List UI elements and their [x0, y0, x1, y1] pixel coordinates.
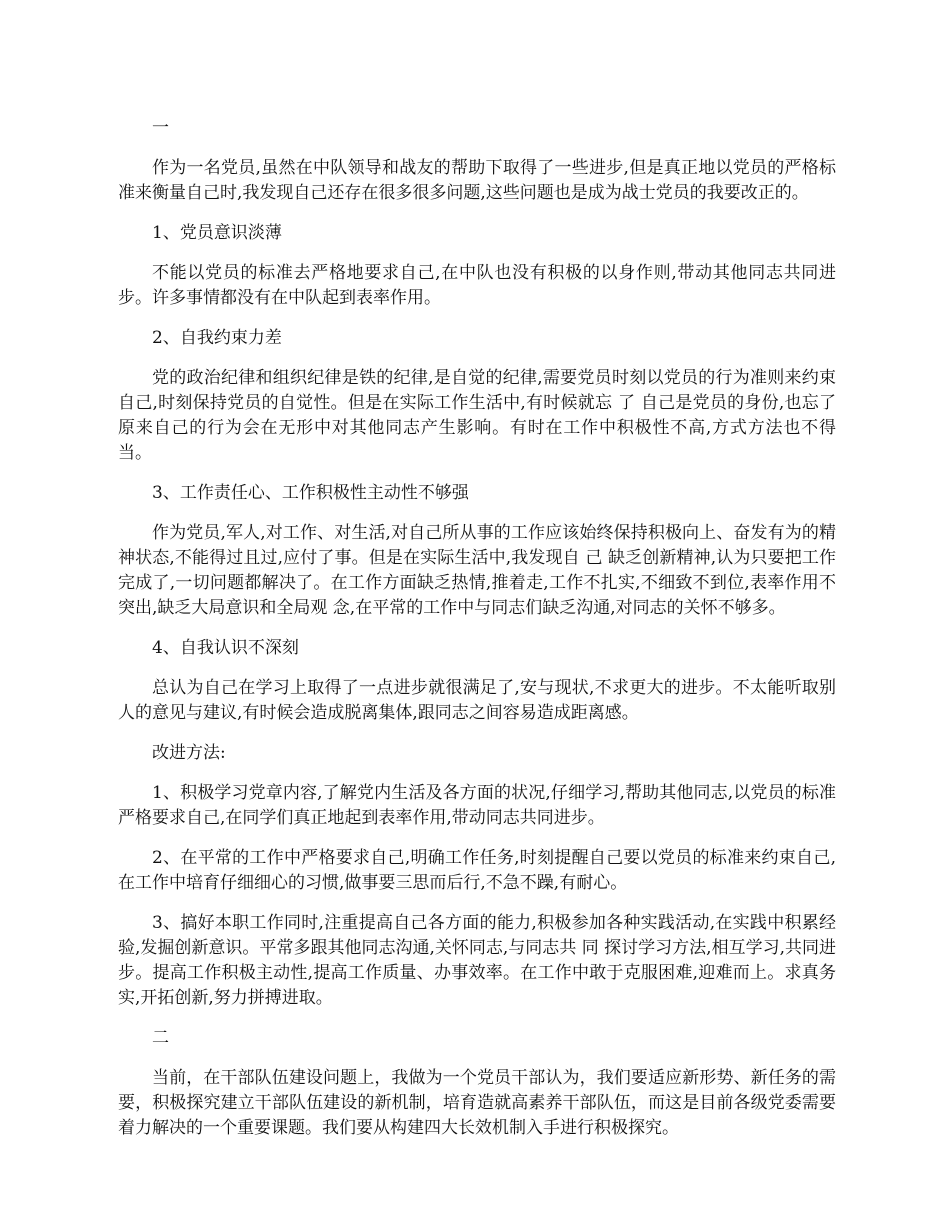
section-1-mark: 一 — [152, 118, 169, 138]
section-2-mark: 二 — [152, 1028, 169, 1048]
method-3: 3、搞好本职工作同时,注重提高自己各方面的能力,积极参加各种实践活动,在实践中积累经验,发掘创新意识。平常多跟其他同志沟通,关怀同志,与同志共 同 探讨学习方法,相互学习,共同进步。提高工作积极主动性,提高工作质量、办事效率。在工作中敢于克服困难,迎难而上。求真务实,开拓创新,努力拼搏进取。 — [118, 913, 836, 1008]
issue-1-title: 1、党员意识淡薄 — [152, 223, 282, 243]
issue-2-title: 2、自我约束力差 — [152, 328, 282, 348]
issue-1-body: 不能以党员的标准去严格地要求自己,在中队也没有积极的以身作则,带动其他同志共同进步。许多事情都没有在中队起到表率作用。 — [118, 263, 836, 308]
method-2: 2、在平常的工作中严格要求自己,明确工作任务,时刻提醒自己要以党员的标准来约束自己,在工作中培育仔细细心的习惯,做事要三思而后行,不急不躁,有耐心。 — [118, 848, 836, 893]
issue-4-title: 4、自我认识不深刻 — [152, 638, 299, 658]
methods-title: 改进方法: — [152, 743, 226, 763]
issue-3-body: 作为党员,军人,对工作、对生活,对自己所从事的工作应该始终保持积极向上、奋发有为的精神状态,不能得过且过,应付了事。但是在实际生活中,我发现自 己 缺乏创新精神,认为只要把工作完成了,一切问题都解决了。在工作方面缺乏热情,推着走,工作不扎实,不细致不到位,表率作用不突出,缺乏大局意识和全局观 念,在平常的工作中与同志们缺乏沟通,对同志的关怀不够多。 — [118, 523, 836, 618]
document-page — [118, 116, 836, 1156]
issue-2-body: 党的政治纪律和组织纪律是铁的纪律,是自觉的纪律,需要党员时刻以党员的行为准则来约束自己,时刻保持党员的自觉性。但是在实际工作生活中,有时候就忘 了 自己是党员的身份,也忘了原来自己的行为会在无形中对其他同志产生影响。有时在工作中积极性不高,方式方法也不得当。 — [118, 368, 836, 463]
issue-4-body: 总认为自己在学习上取得了一点进步就很满足了,安与现状,不求更大的进步。不太能听取别人的意见与建议,有时候会造成脱离集体,跟同志之间容易造成距离感。 — [118, 678, 836, 723]
section-1-intro: 作为一名党员,虽然在中队领导和战友的帮助下取得了一些进步,但是真正地以党员的严格标准来衡量自己时,我发现自己还存在很多很多问题,这些问题也是成为战士党员的我要改正的。 — [118, 158, 836, 203]
section-2-body: 当前，在干部队伍建设问题上，我做为一个党员干部认为，我们要适应新形势、新任务的需要，积极探究建立干部队伍建设的新机制，培育造就高素养干部队伍，而这是目前各级党委需要着力解决的一个重要课题。我们要从构建四大长效机制入手进行积极探究。 — [118, 1068, 836, 1138]
method-1: 1、积极学习党章内容,了解党内生活及各方面的状况,仔细学习,帮助其他同志,以党员的标准严格要求自己,在同学们真正地起到表率作用,带动同志共同进步。 — [118, 783, 836, 828]
issue-3-title: 3、工作责任心、工作积极性主动性不够强 — [152, 483, 469, 503]
